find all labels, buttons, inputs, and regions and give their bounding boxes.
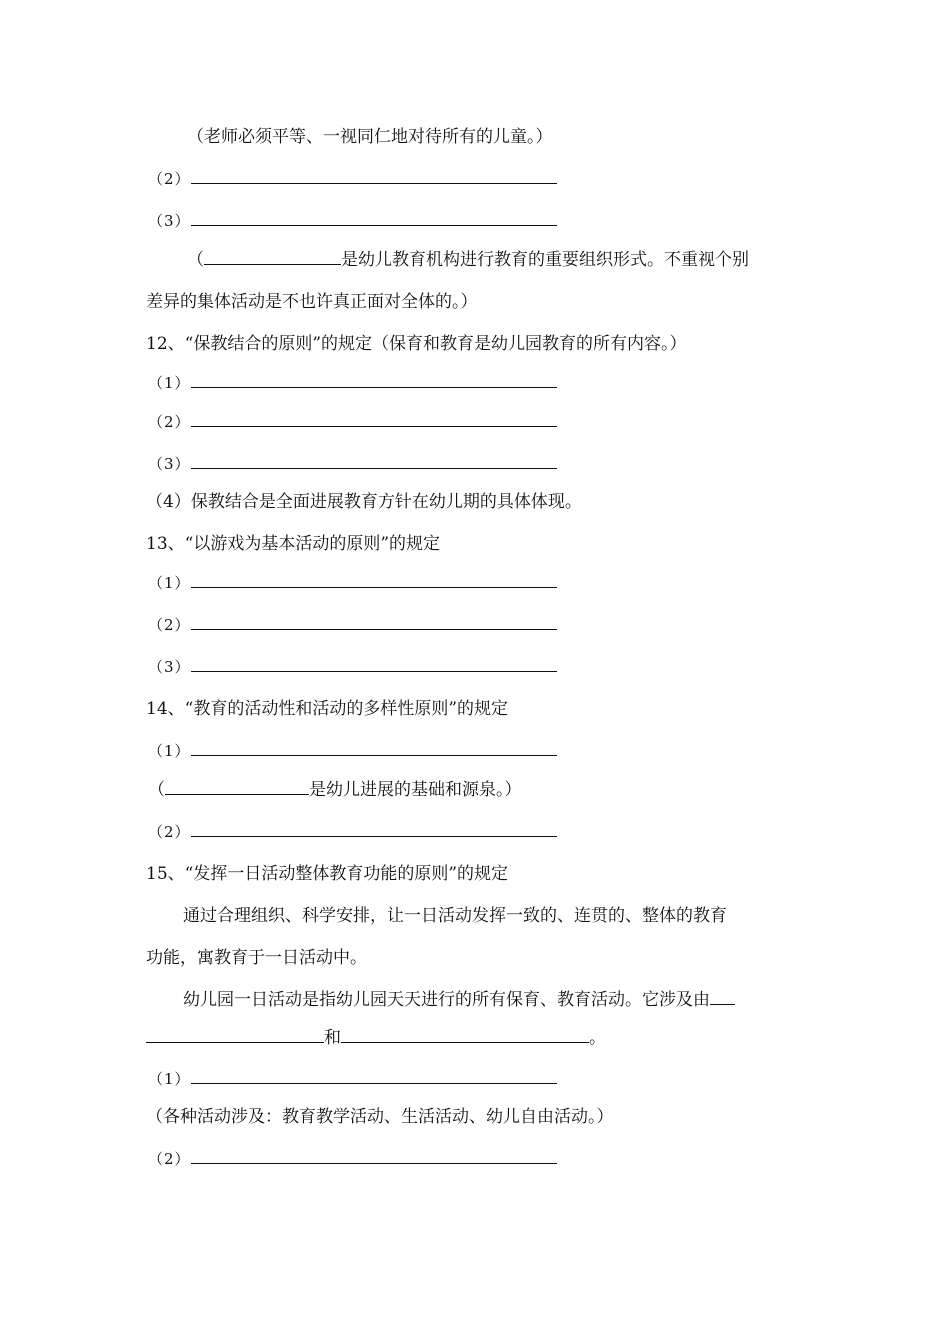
activity-source-note: （ 是幼儿进展的基础和源泉。） [148,780,522,800]
fill-blank [191,615,557,630]
fill-blank [191,169,557,184]
fill-blank [191,211,557,226]
fill-blank [191,741,557,756]
fill-blank [191,822,557,837]
item-1-blank-line: （1） [148,740,557,762]
item-1-blank-line: （1） [148,372,557,394]
fill-blank [191,1149,557,1164]
paragraph-blank-line: 和 。 [146,1027,606,1049]
fill-blank [165,780,309,795]
fill-blank [710,990,735,1005]
item-1-blank-line: （1） [148,572,557,594]
fill-blank [341,1028,589,1043]
paragraph-line: 功能，寓教育于一日活动中。 [146,948,367,968]
item-number: （2） [148,170,191,188]
item-2-blank-line: （2） [148,821,557,843]
item-3-blank-line: （3） [148,453,557,475]
paragraph-line: 通过合理组织、科学安排，让一日活动发挥一致的、连贯的、整体的教育 [183,906,727,926]
note-equal-treatment: （老师必须平等、一视同仁地对待所有的儿童。） [187,127,553,147]
group-activity-note: （ 是幼儿教育机构进行教育的重要组织形式。不重视个别 [187,250,749,270]
fill-blank [191,1069,557,1084]
activities-note: （各种活动涉及：教育教学活动、生活活动、幼儿自由活动。） [146,1107,614,1127]
heading-15: 15、“发挥一日活动整体教育功能的原则”的规定 [146,864,509,884]
fill-blank [204,250,341,265]
item-2-blank-line [148,168,557,190]
heading-12: 12、“保教结合的原则”的规定（保育和教育是幼儿园教育的所有内容。） [146,334,687,354]
item-2-blank-line: （2） [148,1148,557,1170]
item-number: （3） [148,212,191,230]
heading-14: 14、“教育的活动性和活动的多样性原则”的规定 [146,699,509,719]
paragraph-line: 幼儿园一日活动是指幼儿园天天进行的所有保育、教育活动。它涉及由 [183,989,735,1011]
item-4-text: （4）保教结合是全面进展教育方针在幼儿期的具体体现。 [146,492,582,512]
item-2-blank-line: （2） [148,614,557,636]
item-3-blank-line [148,210,557,232]
fill-blank [191,573,557,588]
item-2-blank-line: （2） [148,411,557,433]
group-activity-note-cont: 差异的集体活动是不也许真正面对全体的。） [146,292,478,312]
heading-13: 13、“以游戏为基本活动的原则”的规定 [146,534,441,554]
item-1-blank-line: （1） [148,1068,557,1090]
fill-blank [191,454,557,469]
fill-blank [191,657,557,672]
fill-blank [191,412,557,427]
item-3-blank-line: （3） [148,656,557,678]
fill-blank [146,1028,324,1043]
fill-blank [191,373,557,388]
